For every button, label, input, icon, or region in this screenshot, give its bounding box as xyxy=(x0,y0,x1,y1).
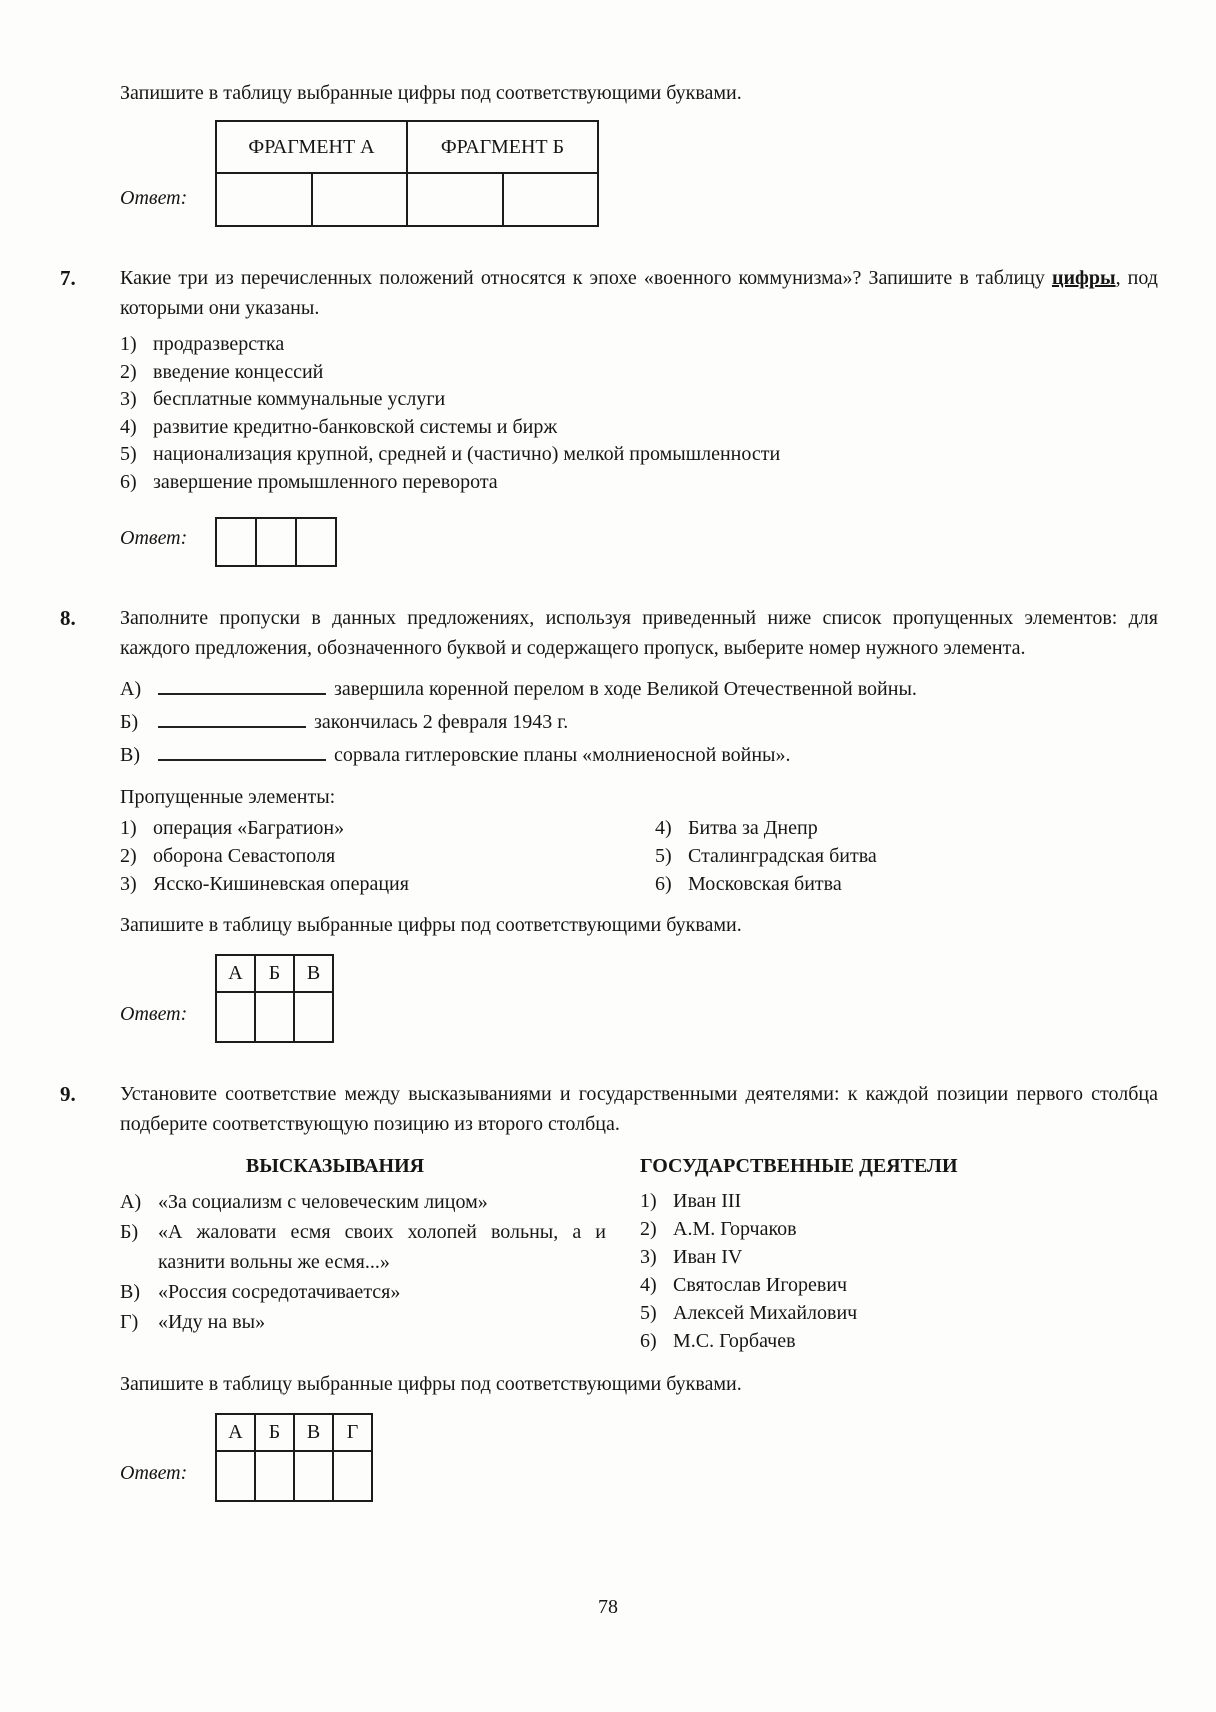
element-item xyxy=(120,814,655,842)
q7-answer-row xyxy=(120,517,1158,567)
question-text-emphasis: цифры xyxy=(1051,267,1116,289)
statement-item xyxy=(120,1277,640,1307)
question-text xyxy=(120,263,1158,323)
option-number: 4) xyxy=(120,415,137,438)
sentence-after: завершила коренной перелом в ходе Великой Отечественной войны. xyxy=(334,677,917,700)
answer-label: Ответ: xyxy=(120,187,188,209)
write-instruction-text: Запишите в таблицу выбранные цифры под соответствующими буквами. xyxy=(120,1372,742,1395)
element-item xyxy=(655,870,1158,898)
question-9 xyxy=(58,1079,1158,1502)
figure-number: 6) xyxy=(640,1329,657,1352)
gap-sentence xyxy=(120,706,1158,739)
question-text: Установите соответствие между высказываниями и государственными деятелями: к каждой позиции первого столбца подберите соответствующую позицию из второго столбца. xyxy=(120,1082,1158,1135)
q9-answer-row xyxy=(120,1413,1158,1502)
option-item xyxy=(120,386,1158,414)
figure-item xyxy=(640,1327,1158,1355)
answer-cell[interactable] xyxy=(216,173,312,226)
question-text-part: , под которыми они указаны. xyxy=(120,267,1158,319)
statement-letter: А) xyxy=(120,1190,142,1213)
element-number: 3) xyxy=(120,872,137,895)
figure-item xyxy=(640,1271,1158,1299)
figure-number: 2) xyxy=(640,1217,657,1240)
figure-text: А.М. Горчаков xyxy=(673,1217,797,1240)
sentence-letter: В) xyxy=(120,743,140,766)
gap-sentence xyxy=(120,739,1158,772)
option-text: введение концессий xyxy=(153,360,324,383)
answer-cell[interactable] xyxy=(294,992,333,1042)
answer-label: Ответ: xyxy=(120,1461,188,1484)
answer-cell[interactable] xyxy=(216,992,255,1042)
answer-cell[interactable] xyxy=(503,173,599,226)
question-7 xyxy=(58,263,1158,567)
element-text: Ясско-Кишиневская операция xyxy=(153,872,409,895)
sentence-text xyxy=(158,739,1158,772)
option-number: 5) xyxy=(120,443,137,466)
elements-left-column xyxy=(120,814,655,898)
figure-number: 3) xyxy=(640,1245,657,1268)
elements-right-column xyxy=(655,814,1158,898)
option-text: продразверстка xyxy=(153,333,285,355)
statement-item xyxy=(120,1187,640,1217)
statements-column xyxy=(120,1151,640,1355)
question-text-part: Какие три из перечисленных положений относятся к эпохе «военного коммунизма»? Запишите в таблицу xyxy=(120,267,1052,289)
element-item xyxy=(120,870,655,898)
fragment-a-header: ФРАГМЕНТ А xyxy=(216,121,407,173)
statements-header: ВЫСКАЗЫВАНИЯ xyxy=(245,1154,425,1177)
figure-text: Святослав Игоревич xyxy=(673,1273,848,1296)
element-number: 6) xyxy=(655,872,672,895)
figures-header: ГОСУДАРСТВЕННЫЕ ДЕЯТЕЛИ xyxy=(640,1154,958,1177)
answer-column-header: А xyxy=(216,955,255,992)
answer-column-header: Б xyxy=(255,955,294,992)
question-number: 9. xyxy=(60,1081,76,1106)
question-number: 7. xyxy=(60,266,76,290)
answer-column-header: В xyxy=(294,955,333,992)
answer-cell[interactable] xyxy=(216,518,256,566)
page-number: 78 xyxy=(598,1596,618,1618)
option-number: 2) xyxy=(120,360,137,383)
figure-text: М.С. Горбачев xyxy=(673,1329,796,1352)
fragments-answer-row xyxy=(120,120,1158,227)
element-number: 1) xyxy=(120,816,137,839)
option-item xyxy=(120,469,1158,497)
q8-answer-table xyxy=(215,954,334,1043)
figure-number: 1) xyxy=(640,1189,657,1212)
answer-cell[interactable] xyxy=(255,992,294,1042)
sentence-after: сорвала гитлеровские планы «молниеносной войны». xyxy=(334,743,791,766)
option-item xyxy=(120,441,1158,469)
statement-letter: В) xyxy=(120,1280,140,1303)
option-text: завершение промышленного переворота xyxy=(153,470,498,493)
option-text: национализация крупной, средней и (частично) мелкой промышленности xyxy=(153,443,781,466)
figure-number: 4) xyxy=(640,1273,657,1296)
figure-item xyxy=(640,1187,1158,1215)
answer-cell[interactable] xyxy=(216,1451,255,1501)
figure-text: Алексей Михайлович xyxy=(673,1301,858,1324)
option-text: развитие кредитно-банковской системы и бирж xyxy=(153,415,558,438)
question-8 xyxy=(58,603,1158,1043)
element-item xyxy=(655,842,1158,870)
statement-text: «Иду на вы» xyxy=(158,1310,266,1333)
option-item xyxy=(120,414,1158,442)
answer-cell[interactable] xyxy=(312,173,408,226)
figure-text: Иван IV xyxy=(673,1245,743,1268)
gap-sentence xyxy=(120,673,1158,706)
top-answer-block xyxy=(120,78,1158,227)
answer-cell[interactable] xyxy=(333,1451,372,1501)
figure-text: Иван III xyxy=(673,1189,742,1212)
figures-column xyxy=(640,1151,1158,1355)
write-instruction-text: Запишите в таблицу выбранные цифры под соответствующими буквами. xyxy=(120,913,742,936)
element-text: Московская битва xyxy=(688,872,842,895)
answer-column-header: В xyxy=(294,1414,333,1451)
answer-cell[interactable] xyxy=(255,1451,294,1501)
option-number: 6) xyxy=(120,470,137,493)
fragment-b-header: ФРАГМЕНТ Б xyxy=(407,121,598,173)
statement-item xyxy=(120,1307,640,1337)
elements-label: Пропущенные элементы: xyxy=(120,785,336,808)
question-text: Заполните пропуски в данных предложениях, используя приведенный ниже список пропущенных элементов: для каждого предложения, обозначенного буквой и содержащего пропуск, выберите номер нужного элемента. xyxy=(120,606,1158,659)
element-text: Сталинградская битва xyxy=(688,844,877,867)
sentence-text xyxy=(158,673,1158,706)
element-text: операция «Багратион» xyxy=(153,816,345,839)
write-instruction-text: Запишите в таблицу выбранные цифры под соответствующими буквами. xyxy=(120,82,742,104)
statement-letter: Б) xyxy=(120,1220,139,1243)
statement-text: «Россия сосредотачивается» xyxy=(158,1280,401,1303)
gap-blank[interactable] xyxy=(158,744,326,761)
statement-letter: Г) xyxy=(120,1310,139,1333)
sentence-letter: А) xyxy=(120,677,142,700)
element-number: 2) xyxy=(120,844,137,867)
q8-answer-row xyxy=(120,954,1158,1043)
option-item xyxy=(120,359,1158,387)
figure-item xyxy=(640,1215,1158,1243)
answer-label: Ответ: xyxy=(120,526,188,549)
answer-cell[interactable] xyxy=(296,518,336,566)
element-text: оборона Севастополя xyxy=(153,844,336,867)
matching-columns xyxy=(120,1151,1158,1355)
option-number: 1) xyxy=(120,333,137,355)
statement-text: «А жаловати есмя своих холопей вольны, а и казнити вольны же есмя...» xyxy=(158,1220,606,1273)
options-list xyxy=(120,331,1158,497)
answer-cell[interactable] xyxy=(294,1451,333,1501)
answer-column-header: Г xyxy=(333,1414,372,1451)
element-number: 5) xyxy=(655,844,672,867)
statement-text: «За социализм с человеческим лицом» xyxy=(158,1190,488,1213)
statement-item xyxy=(120,1217,640,1277)
q9-answer-table xyxy=(215,1413,373,1502)
answer-column-header: А xyxy=(216,1414,255,1451)
element-number: 4) xyxy=(655,816,672,839)
gap-blank[interactable] xyxy=(158,711,306,728)
element-text: Битва за Днепр xyxy=(688,816,818,839)
q7-answer-table xyxy=(215,517,337,567)
answer-label: Ответ: xyxy=(120,1002,188,1025)
element-item xyxy=(120,842,655,870)
answer-cell[interactable] xyxy=(407,173,503,226)
elements-columns xyxy=(120,814,1158,898)
option-number: 3) xyxy=(120,388,137,411)
gap-sentences xyxy=(120,673,1158,772)
fragments-answer-table xyxy=(215,120,599,227)
option-item xyxy=(120,331,1158,359)
sentence-letter: Б) xyxy=(120,710,139,733)
figure-number: 5) xyxy=(640,1301,657,1324)
answer-cell[interactable] xyxy=(256,518,296,566)
answer-column-header: Б xyxy=(255,1414,294,1451)
question-number: 8. xyxy=(60,605,76,630)
figure-item xyxy=(640,1243,1158,1271)
sentence-after: закончилась 2 февраля 1943 г. xyxy=(314,710,569,733)
sentence-text xyxy=(158,706,1158,739)
gap-blank[interactable] xyxy=(158,678,326,695)
option-text: бесплатные коммунальные услуги xyxy=(153,388,446,411)
element-item xyxy=(655,814,1158,842)
figure-item xyxy=(640,1299,1158,1327)
